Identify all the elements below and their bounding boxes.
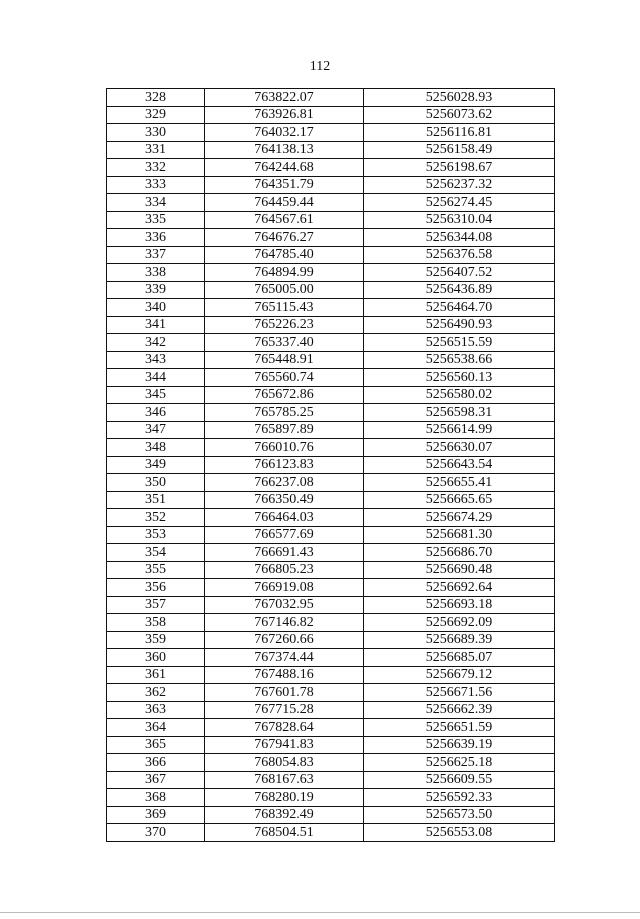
table-row xyxy=(107,684,555,702)
x-coordinate-cell: 767260.66 xyxy=(205,631,364,649)
y-coordinate-cell: 5256538.66 xyxy=(364,351,555,369)
y-coordinate-cell: 5256553.08 xyxy=(364,824,555,842)
y-coordinate-cell: 5256237.32 xyxy=(364,176,555,194)
point-number-cell: 346 xyxy=(107,404,205,422)
x-coordinate-cell: 766237.08 xyxy=(205,474,364,492)
table-row xyxy=(107,666,555,684)
x-coordinate-cell: 767032.95 xyxy=(205,596,364,614)
point-number-cell: 342 xyxy=(107,334,205,352)
table-row xyxy=(107,281,555,299)
x-coordinate-cell: 766464.03 xyxy=(205,509,364,527)
y-coordinate-cell: 5256651.59 xyxy=(364,719,555,737)
table-row xyxy=(107,456,555,474)
x-coordinate-cell: 767488.16 xyxy=(205,666,364,684)
table-row xyxy=(107,334,555,352)
table-row xyxy=(107,386,555,404)
table-row xyxy=(107,596,555,614)
point-number-cell: 333 xyxy=(107,176,205,194)
coordinates-table-body xyxy=(107,89,555,842)
point-number-cell: 349 xyxy=(107,456,205,474)
y-coordinate-cell: 5256681.30 xyxy=(364,526,555,544)
x-coordinate-cell: 764567.61 xyxy=(205,211,364,229)
x-coordinate-cell: 764351.79 xyxy=(205,176,364,194)
x-coordinate-cell: 766919.08 xyxy=(205,579,364,597)
x-coordinate-cell: 765337.40 xyxy=(205,334,364,352)
point-number-cell: 356 xyxy=(107,579,205,597)
x-coordinate-cell: 768392.49 xyxy=(205,806,364,824)
table-row xyxy=(107,579,555,597)
x-coordinate-cell: 764138.13 xyxy=(205,141,364,159)
table-row xyxy=(107,89,555,107)
x-coordinate-cell: 765448.91 xyxy=(205,351,364,369)
y-coordinate-cell: 5256310.04 xyxy=(364,211,555,229)
table-row xyxy=(107,491,555,509)
point-number-cell: 330 xyxy=(107,124,205,142)
x-coordinate-cell: 764785.40 xyxy=(205,246,364,264)
y-coordinate-cell: 5256073.62 xyxy=(364,106,555,124)
table-row xyxy=(107,526,555,544)
point-number-cell: 353 xyxy=(107,526,205,544)
table-row xyxy=(107,754,555,772)
point-number-cell: 335 xyxy=(107,211,205,229)
table-row xyxy=(107,789,555,807)
table-row xyxy=(107,544,555,562)
y-coordinate-cell: 5256376.58 xyxy=(364,246,555,264)
point-number-cell: 369 xyxy=(107,806,205,824)
page-bottom-edge xyxy=(0,912,640,913)
y-coordinate-cell: 5256662.39 xyxy=(364,701,555,719)
point-number-cell: 360 xyxy=(107,649,205,667)
y-coordinate-cell: 5256665.65 xyxy=(364,491,555,509)
table-row xyxy=(107,176,555,194)
x-coordinate-cell: 767601.78 xyxy=(205,684,364,702)
point-number-cell: 361 xyxy=(107,666,205,684)
y-coordinate-cell: 5256580.02 xyxy=(364,386,555,404)
table-row xyxy=(107,649,555,667)
y-coordinate-cell: 5256198.67 xyxy=(364,159,555,177)
table-row xyxy=(107,771,555,789)
x-coordinate-cell: 763926.81 xyxy=(205,106,364,124)
page-number: 112 xyxy=(309,59,331,74)
point-number-cell: 350 xyxy=(107,474,205,492)
y-coordinate-cell: 5256598.31 xyxy=(364,404,555,422)
x-coordinate-cell: 764894.99 xyxy=(205,264,364,282)
point-number-cell: 344 xyxy=(107,369,205,387)
table-row xyxy=(107,509,555,527)
table-row xyxy=(107,229,555,247)
x-coordinate-cell: 765897.89 xyxy=(205,421,364,439)
x-coordinate-cell: 765005.00 xyxy=(205,281,364,299)
y-coordinate-cell: 5256515.59 xyxy=(364,334,555,352)
point-number-cell: 340 xyxy=(107,299,205,317)
y-coordinate-cell: 5256625.18 xyxy=(364,754,555,772)
table-row xyxy=(107,351,555,369)
table-row xyxy=(107,369,555,387)
x-coordinate-cell: 766577.69 xyxy=(205,526,364,544)
y-coordinate-cell: 5256679.12 xyxy=(364,666,555,684)
y-coordinate-cell: 5256560.13 xyxy=(364,369,555,387)
y-coordinate-cell: 5256692.64 xyxy=(364,579,555,597)
point-number-cell: 343 xyxy=(107,351,205,369)
table-row xyxy=(107,299,555,317)
table-row xyxy=(107,824,555,842)
x-coordinate-cell: 765560.74 xyxy=(205,369,364,387)
y-coordinate-cell: 5256344.08 xyxy=(364,229,555,247)
point-number-cell: 370 xyxy=(107,824,205,842)
x-coordinate-cell: 766691.43 xyxy=(205,544,364,562)
point-number-cell: 348 xyxy=(107,439,205,457)
y-coordinate-cell: 5256609.55 xyxy=(364,771,555,789)
x-coordinate-cell: 768504.51 xyxy=(205,824,364,842)
point-number-cell: 345 xyxy=(107,386,205,404)
table-row xyxy=(107,264,555,282)
x-coordinate-cell: 766123.83 xyxy=(205,456,364,474)
x-coordinate-cell: 767828.64 xyxy=(205,719,364,737)
table-row xyxy=(107,159,555,177)
y-coordinate-cell: 5256630.07 xyxy=(364,439,555,457)
table-row xyxy=(107,614,555,632)
coordinates-table xyxy=(106,88,555,842)
point-number-cell: 352 xyxy=(107,509,205,527)
point-number-cell: 363 xyxy=(107,701,205,719)
x-coordinate-cell: 763822.07 xyxy=(205,89,364,107)
table-row xyxy=(107,719,555,737)
table-row xyxy=(107,141,555,159)
point-number-cell: 332 xyxy=(107,159,205,177)
x-coordinate-cell: 768167.63 xyxy=(205,771,364,789)
table-row xyxy=(107,631,555,649)
y-coordinate-cell: 5256436.89 xyxy=(364,281,555,299)
x-coordinate-cell: 767374.44 xyxy=(205,649,364,667)
table-row xyxy=(107,421,555,439)
point-number-cell: 328 xyxy=(107,89,205,107)
y-coordinate-cell: 5256655.41 xyxy=(364,474,555,492)
table-row xyxy=(107,806,555,824)
table-row xyxy=(107,106,555,124)
table-row xyxy=(107,701,555,719)
x-coordinate-cell: 765672.86 xyxy=(205,386,364,404)
x-coordinate-cell: 768280.19 xyxy=(205,789,364,807)
x-coordinate-cell: 764032.17 xyxy=(205,124,364,142)
point-number-cell: 334 xyxy=(107,194,205,212)
y-coordinate-cell: 5256674.29 xyxy=(364,509,555,527)
table-row xyxy=(107,474,555,492)
point-number-cell: 364 xyxy=(107,719,205,737)
y-coordinate-cell: 5256689.39 xyxy=(364,631,555,649)
x-coordinate-cell: 767941.83 xyxy=(205,736,364,754)
y-coordinate-cell: 5256690.48 xyxy=(364,561,555,579)
x-coordinate-cell: 766350.49 xyxy=(205,491,364,509)
x-coordinate-cell: 764676.27 xyxy=(205,229,364,247)
table-row xyxy=(107,736,555,754)
point-number-cell: 355 xyxy=(107,561,205,579)
point-number-cell: 336 xyxy=(107,229,205,247)
table-row xyxy=(107,211,555,229)
point-number-cell: 365 xyxy=(107,736,205,754)
table-row xyxy=(107,316,555,334)
point-number-cell: 329 xyxy=(107,106,205,124)
point-number-cell: 362 xyxy=(107,684,205,702)
point-number-cell: 339 xyxy=(107,281,205,299)
y-coordinate-cell: 5256116.81 xyxy=(364,124,555,142)
point-number-cell: 366 xyxy=(107,754,205,772)
point-number-cell: 359 xyxy=(107,631,205,649)
x-coordinate-cell: 764244.68 xyxy=(205,159,364,177)
y-coordinate-cell: 5256464.70 xyxy=(364,299,555,317)
point-number-cell: 341 xyxy=(107,316,205,334)
x-coordinate-cell: 764459.44 xyxy=(205,194,364,212)
y-coordinate-cell: 5256274.45 xyxy=(364,194,555,212)
y-coordinate-cell: 5256158.49 xyxy=(364,141,555,159)
y-coordinate-cell: 5256639.19 xyxy=(364,736,555,754)
table-row xyxy=(107,246,555,264)
y-coordinate-cell: 5256671.56 xyxy=(364,684,555,702)
point-number-cell: 357 xyxy=(107,596,205,614)
y-coordinate-cell: 5256573.50 xyxy=(364,806,555,824)
x-coordinate-cell: 767146.82 xyxy=(205,614,364,632)
y-coordinate-cell: 5256692.09 xyxy=(364,614,555,632)
y-coordinate-cell: 5256592.33 xyxy=(364,789,555,807)
point-number-cell: 358 xyxy=(107,614,205,632)
x-coordinate-cell: 765226.23 xyxy=(205,316,364,334)
table-row xyxy=(107,124,555,142)
table-row xyxy=(107,194,555,212)
point-number-cell: 351 xyxy=(107,491,205,509)
x-coordinate-cell: 765115.43 xyxy=(205,299,364,317)
x-coordinate-cell: 766010.76 xyxy=(205,439,364,457)
x-coordinate-cell: 766805.23 xyxy=(205,561,364,579)
x-coordinate-cell: 765785.25 xyxy=(205,404,364,422)
point-number-cell: 337 xyxy=(107,246,205,264)
point-number-cell: 367 xyxy=(107,771,205,789)
point-number-cell: 331 xyxy=(107,141,205,159)
y-coordinate-cell: 5256643.54 xyxy=(364,456,555,474)
y-coordinate-cell: 5256407.52 xyxy=(364,264,555,282)
point-number-cell: 354 xyxy=(107,544,205,562)
table-row xyxy=(107,439,555,457)
y-coordinate-cell: 5256614.99 xyxy=(364,421,555,439)
point-number-cell: 338 xyxy=(107,264,205,282)
x-coordinate-cell: 768054.83 xyxy=(205,754,364,772)
point-number-cell: 347 xyxy=(107,421,205,439)
x-coordinate-cell: 767715.28 xyxy=(205,701,364,719)
table-row xyxy=(107,561,555,579)
y-coordinate-cell: 5256693.18 xyxy=(364,596,555,614)
table-row xyxy=(107,404,555,422)
point-number-cell: 368 xyxy=(107,789,205,807)
y-coordinate-cell: 5256686.70 xyxy=(364,544,555,562)
y-coordinate-cell: 5256028.93 xyxy=(364,89,555,107)
y-coordinate-cell: 5256685.07 xyxy=(364,649,555,667)
y-coordinate-cell: 5256490.93 xyxy=(364,316,555,334)
